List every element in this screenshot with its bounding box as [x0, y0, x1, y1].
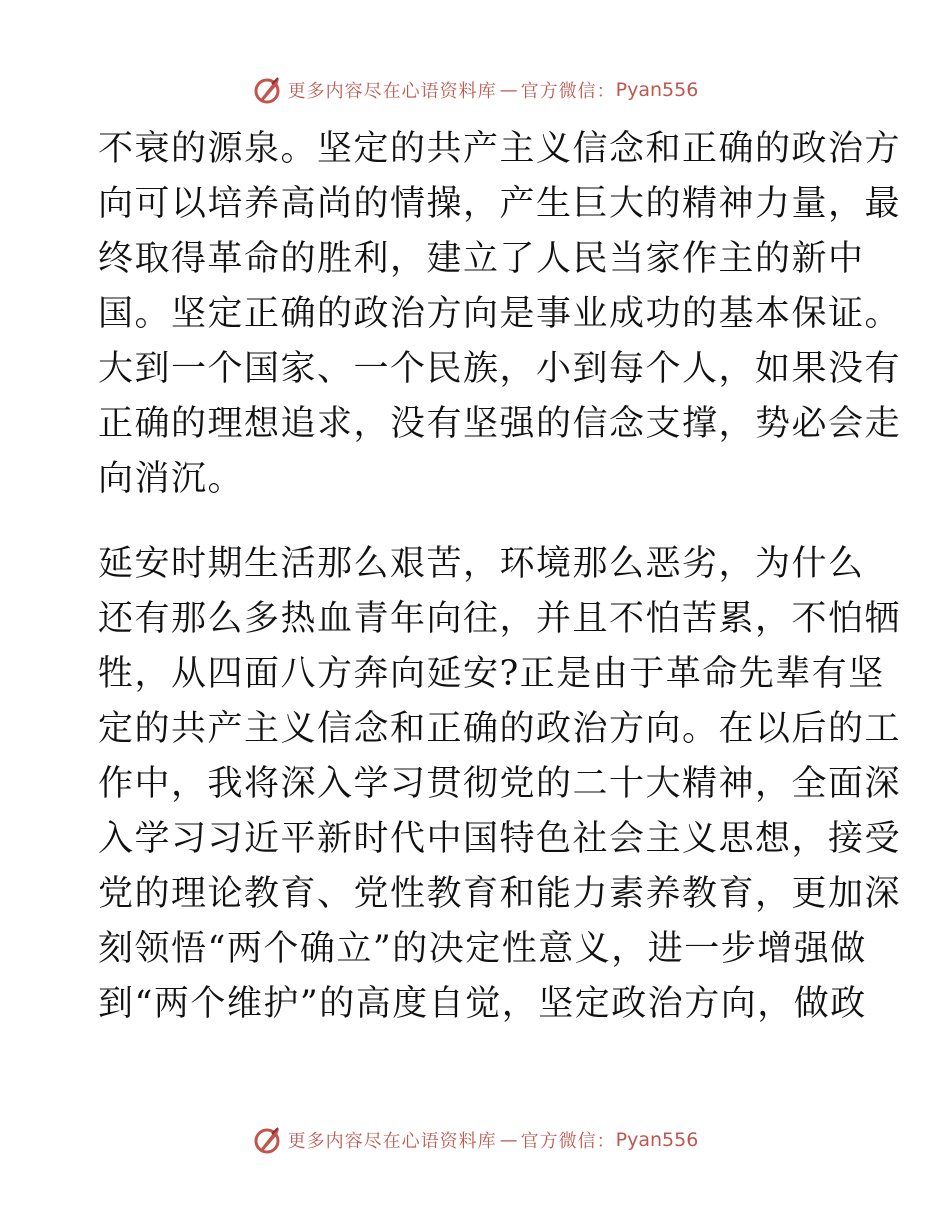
- text-line: 入学习习近平新时代中国特色社会主义思想，接受: [98, 819, 902, 859]
- header-sub-text: 官方微信：: [520, 81, 616, 102]
- text-line: 向可以培养高尚的情操，产生巨大的精神力量，最: [98, 184, 902, 224]
- header-banner: [0, 72, 950, 108]
- footer-banner: [0, 1122, 950, 1158]
- header-separator: —: [499, 79, 518, 101]
- text-line: 牲，从四面八方奔向延安?正是由于革命先辈有坚: [98, 654, 885, 694]
- footer-main-text: 更多内容尽在心语资料库: [287, 1131, 497, 1152]
- header-main-text: 更多内容尽在心语资料库: [287, 81, 497, 102]
- text-line: 向消沉。: [98, 459, 245, 499]
- text-line: 大到一个国家、一个民族，小到每个人，如果没有: [98, 349, 902, 389]
- text-line: 定的共产主义信念和正确的政治方向。在以后的工: [98, 709, 902, 749]
- text-line: 正确的理想追求，没有坚强的信念支撑，势必会走: [98, 404, 902, 444]
- document-body: [98, 122, 902, 1032]
- text-line: 作中，我将深入学习贯彻党的二十大精神，全面深: [98, 764, 902, 804]
- text-line: 到“两个维护”的高度自觉，坚定政治方向，做政: [98, 984, 867, 1024]
- text-line: 国。坚定正确的政治方向是事业成功的基本保证。: [98, 294, 902, 334]
- quill-logo-icon: [252, 1124, 284, 1156]
- quill-logo-icon: [252, 74, 284, 106]
- footer-wechat-id: Pyan556: [615, 1129, 699, 1151]
- text-line: 刻领悟“两个确立”的决定性意义，进一步增强做: [98, 929, 867, 969]
- paragraph-gap: [98, 507, 858, 537]
- text-line: 还有那么多热血青年向往，并且不怕苦累，不怕牺: [98, 599, 902, 639]
- text-line: 延安时期生活那么艰苦，环境那么恶劣，为什么: [98, 544, 865, 584]
- text-line: 终取得革命的胜利，建立了人民当家作主的新中: [98, 239, 865, 279]
- text-line: 不衰的源泉。坚定的共产主义信念和正确的政治方: [98, 129, 902, 169]
- paragraph-2: [98, 537, 902, 1032]
- footer-separator: —: [499, 1129, 518, 1151]
- text-line: 党的理论教育、党性教育和能力素养教育，更加深: [98, 874, 902, 914]
- paragraph-1: [98, 122, 902, 507]
- header-wechat-id: Pyan556: [615, 79, 699, 101]
- footer-sub-text: 官方微信：: [520, 1131, 616, 1152]
